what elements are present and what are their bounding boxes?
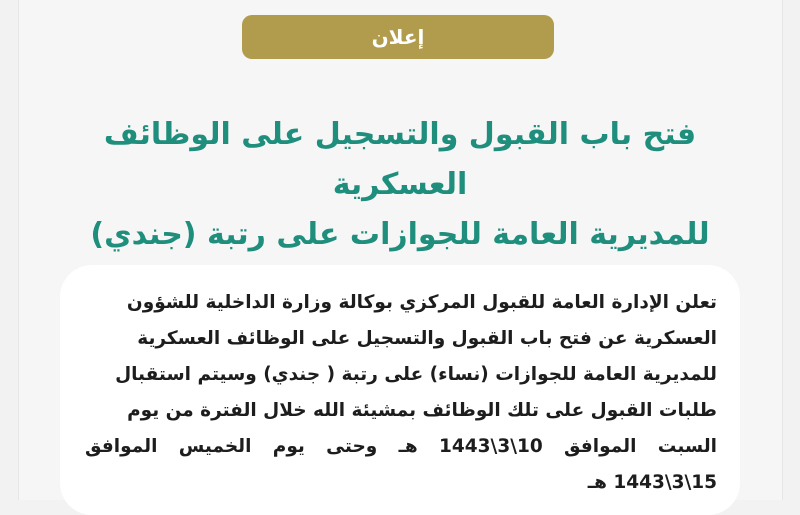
headline-line-1: فتح باب القبول والتسجيل على الوظائف العسكرية xyxy=(103,117,697,202)
announcement-label: إعلان xyxy=(371,25,425,49)
announcement-badge xyxy=(242,15,554,59)
announcement-body: تعلن الإدارة العامة للقبول المركزي بوكالة وزارة الداخلية للشؤون العسكرية عن فتح باب القبول والتسجيل على الوظائف العسكرية للمديرية العامة للجوازات (نساء) على رتبة ( جندي) وسيتم استقبال طلبات القبول على تلك الوظائف بمشيئة الله خلال الفترة من يوم السبت الموافق 10\3\1443 هـ وحتى يوم الخميس الموافق 15\3\1443 هـ xyxy=(85,292,717,493)
headline-line-2: للمديرية العامة للجوازات على رتبة (جندي) xyxy=(90,217,710,252)
